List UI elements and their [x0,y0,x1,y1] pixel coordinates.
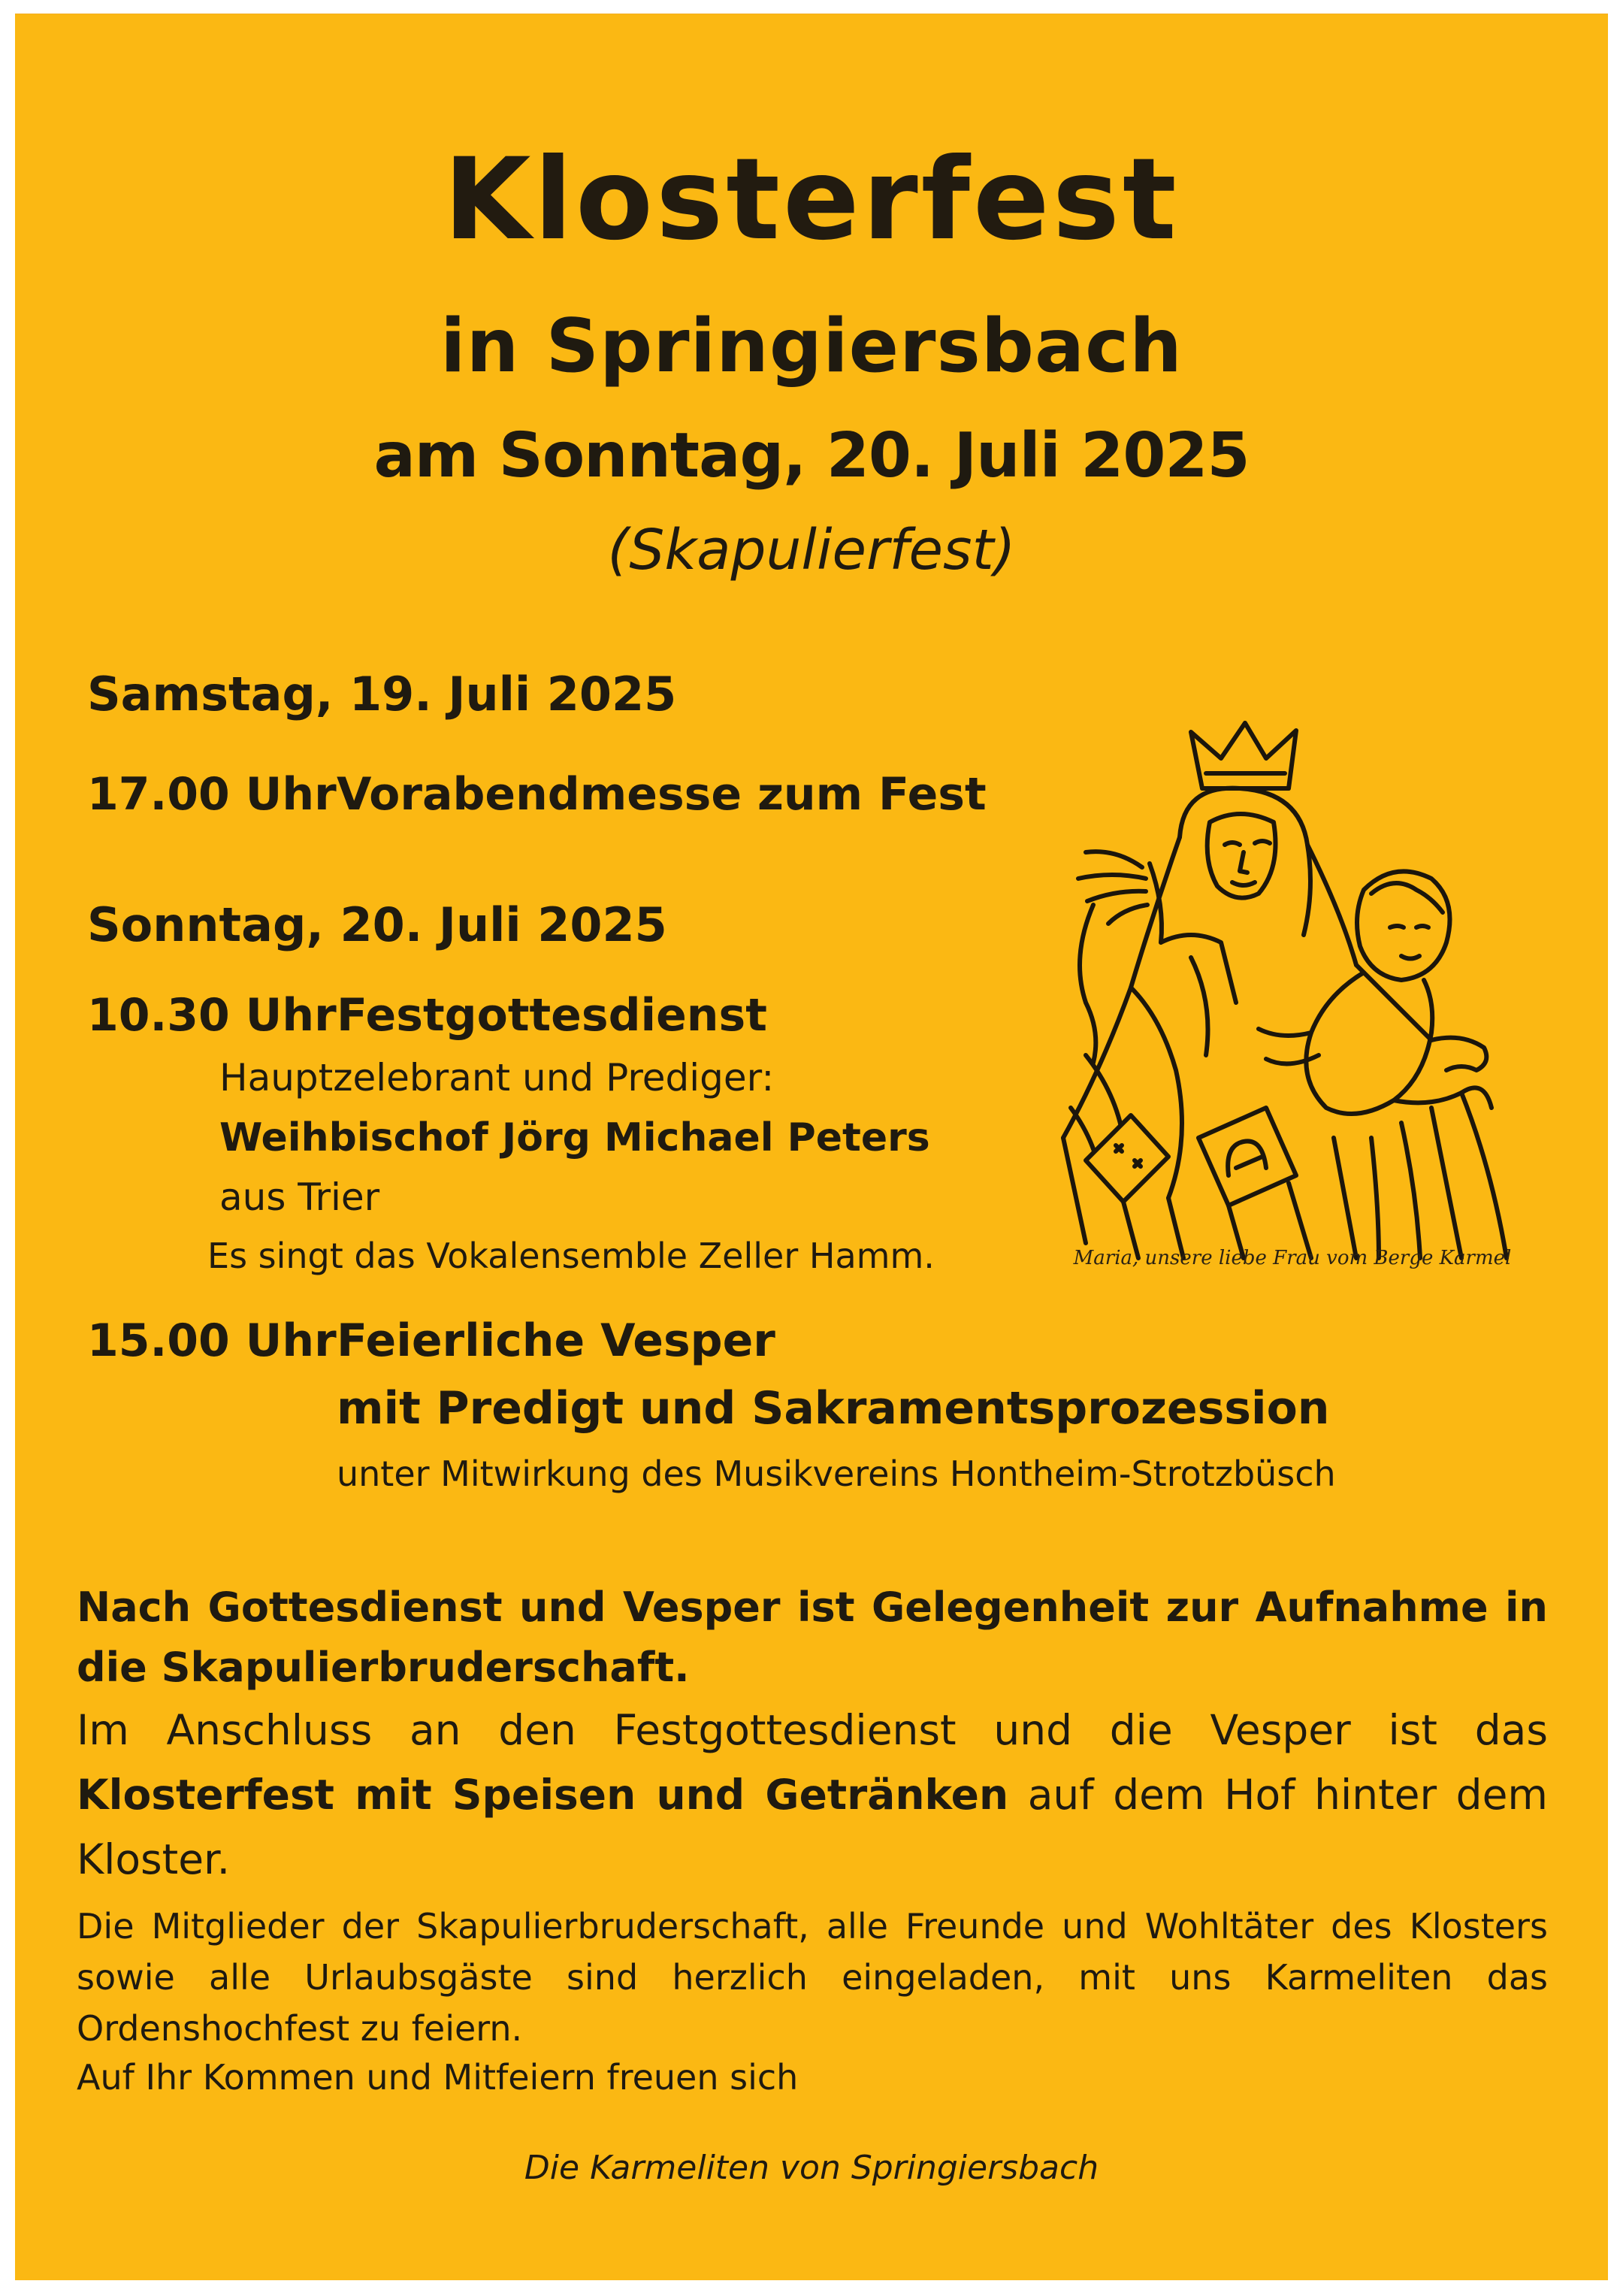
illustration-caption: Maria, unsere liebe Frau vom Berge Karmel [1073,1247,1512,1269]
sunday-morning-time: 10.30 Uhr [87,989,337,1042]
saturday-heading: Samstag, 19. Juli 2025 [87,667,677,721]
festival-text-bold: Klosterfest mit Speisen und Getränken [77,1771,1009,1819]
closing-line: Auf Ihr Kommen und Mitfeiern freuen sich [77,2057,799,2098]
sunday-afternoon-time: 15.00 Uhr [87,1314,337,1367]
saturday-time: 17.00 Uhr [87,768,337,821]
sunday-afternoon-event-1: Feierliche Vesper [337,1314,775,1367]
festival-paragraph [77,1698,1548,1892]
choir-note: Es singt das Vokalensemble Zeller Hamm. [207,1236,935,1276]
madonna-and-child-icon [1041,717,1529,1288]
celebrant-label: Hauptzelebrant und Prediger: [219,1056,775,1100]
sunday-afternoon-event-2: mit Predigt und Sakramentsprozession [337,1382,1330,1435]
date-line: am Sonntag, 20. Juli 2025 [373,420,1250,492]
flyer-page [15,14,1608,2280]
celebrant-name: Weihbischof Jörg Michael Peters [219,1115,930,1160]
skapulier-note: Nach Gottesdienst und Vesper ist Gelegenheit zur Aufnahme in die Skapulierbruderschaft. [77,1584,1548,1691]
location-subtitle: in Springiersbach [440,304,1183,389]
festival-text-start: Im Anschluss an den Festgottesdienst und die Vesper ist das [77,1706,1548,1754]
festival-text-end: auf dem Hof hinter dem Kloster. [77,1771,1549,1883]
celebrant-origin: aus Trier [219,1175,380,1219]
saturday-event: Vorabendmesse zum Fest [337,768,987,821]
sunday-morning-event: Festgottesdienst [337,989,767,1042]
signature: Die Karmeliten von Springiersbach [524,2149,1099,2187]
invitation-paragraph: Die Mitglieder der Skapulierbruderschaft, alle Freunde und Wohltäter des Klosters sowie alle Urlaubsgäste sind herzlich eingeladen, mit uns Karmeliten das Ordenshochfest zu feiern. [77,1906,1548,2049]
feast-note: (Skapulierfest) [607,518,1016,582]
music-note: unter Mitwirkung des Musikvereins Hontheim-Strotzbüsch [337,1454,1336,1494]
page-title: Klosterfest [443,135,1180,265]
sunday-heading: Sonntag, 20. Juli 2025 [87,897,667,952]
